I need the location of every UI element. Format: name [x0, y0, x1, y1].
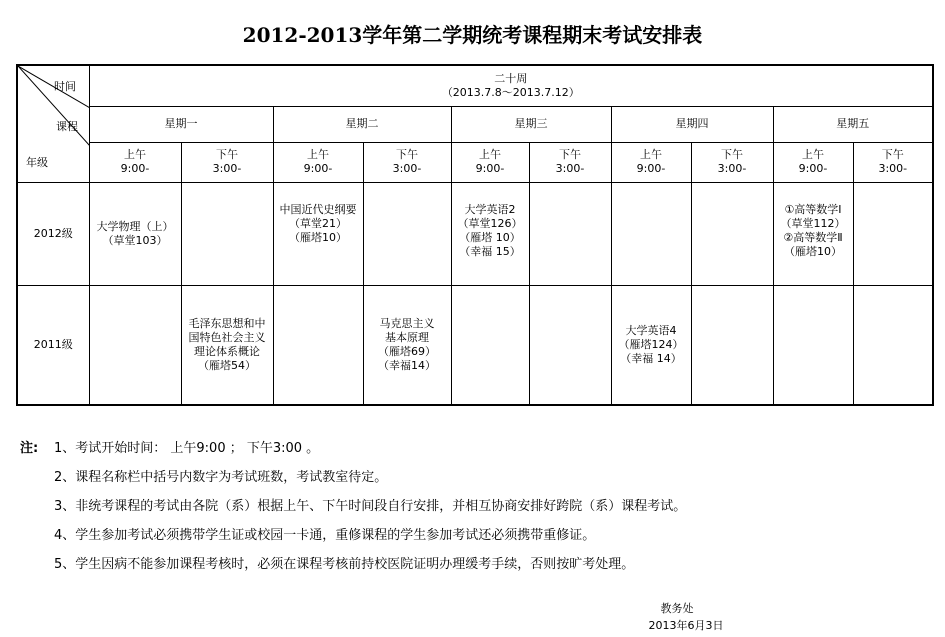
course-line: （雁塔 10）	[459, 230, 521, 244]
schedule-cell	[181, 285, 273, 405]
session-name: 下午	[721, 148, 743, 161]
page-title: 2012-2013学年第二学期统考课程期末考试安排表	[242, 23, 703, 47]
session-header	[181, 142, 273, 182]
session-time: 9:00-	[636, 162, 666, 175]
schedule-cell	[611, 182, 691, 285]
session-name: 下午	[396, 148, 418, 161]
session-header	[773, 142, 853, 182]
course-line: 国特色社会主义	[188, 330, 266, 344]
course-line: （雁塔10）	[784, 244, 842, 258]
note-text: 4、学生参加考试必须携带学生证或校园一卡通，重修课程的学生参加考试还必须携带重修证。	[54, 528, 596, 543]
note-item	[20, 434, 686, 463]
session-name: 上午	[640, 148, 662, 161]
schedule-cell	[691, 285, 773, 405]
schedule-cell	[363, 182, 451, 285]
schedule-cell	[181, 182, 273, 285]
session-time: 9:00-	[303, 162, 333, 175]
schedule-cell	[853, 182, 933, 285]
schedule-cell	[451, 182, 529, 285]
day-header-thu: 星期四	[611, 106, 773, 142]
course-line: （草堂21）	[289, 216, 347, 230]
grade-label: 2012级	[17, 182, 89, 285]
note-item	[20, 521, 686, 550]
grade-label: 2011级	[17, 285, 89, 405]
schedule-cell	[611, 285, 691, 405]
course-line: （幸福 15）	[459, 244, 521, 258]
session-name: 上午	[802, 148, 824, 161]
session-header	[853, 142, 933, 182]
exam-schedule-table	[16, 64, 934, 406]
session-name: 上午	[479, 148, 501, 161]
schedule-cell	[89, 285, 181, 405]
schedule-cell	[273, 285, 363, 405]
schedule-cell	[363, 285, 451, 405]
schedule-cell	[773, 182, 853, 285]
session-time: 3:00-	[392, 162, 422, 175]
course-line: 大学物理（上）	[96, 219, 174, 233]
session-name: 上午	[124, 148, 146, 161]
course-line: 中国近代史纲要	[279, 202, 357, 216]
course-line: （草堂112）	[780, 216, 846, 230]
week-range: （2013.7.8～2013.7.12）	[441, 85, 580, 99]
schedule-cell	[89, 182, 181, 285]
signature-office: 教务处	[660, 602, 694, 615]
session-header	[529, 142, 611, 182]
session-header	[89, 142, 181, 182]
week-name: 二十周	[494, 71, 528, 85]
session-time: 3:00-	[878, 162, 908, 175]
week-header	[89, 65, 933, 106]
course-line: 大学英语2	[464, 202, 516, 216]
course-line: （草堂126）	[457, 216, 523, 230]
note-item	[20, 463, 686, 492]
session-header	[611, 142, 691, 182]
session-header	[691, 142, 773, 182]
course-line: （幸福 14）	[620, 351, 682, 365]
session-time: 3:00-	[717, 162, 747, 175]
note-item	[20, 492, 686, 521]
session-header	[273, 142, 363, 182]
course-line: （草堂103）	[102, 233, 168, 247]
notes-section	[20, 434, 686, 579]
course-line: 理论体系概论	[194, 344, 260, 358]
schedule-cell	[451, 285, 529, 405]
session-time: 9:00-	[798, 162, 828, 175]
course-line: ①高等数学Ⅰ	[784, 202, 842, 216]
day-header-fri: 星期五	[773, 106, 933, 142]
schedule-cell	[273, 182, 363, 285]
corner-label-grade: 年级	[26, 156, 48, 169]
schedule-cell	[691, 182, 773, 285]
schedule-cell	[853, 285, 933, 405]
session-header	[451, 142, 529, 182]
course-line: 毛泽东思想和中	[188, 316, 266, 330]
day-header-tue: 星期二	[273, 106, 451, 142]
session-header	[363, 142, 451, 182]
course-line: （雁塔10）	[289, 230, 347, 244]
notes-lead: 注:	[20, 441, 39, 456]
course-line: ②高等数学Ⅱ	[783, 230, 843, 244]
schedule-cell	[529, 285, 611, 405]
corner-label-time: 时间	[54, 80, 76, 93]
session-name: 下午	[216, 148, 238, 161]
session-time: 3:00-	[212, 162, 242, 175]
session-name: 下午	[559, 148, 581, 161]
session-name: 上午	[307, 148, 329, 161]
table-corner-header	[17, 65, 89, 182]
course-line: （幸福14）	[378, 358, 436, 372]
session-time: 9:00-	[475, 162, 505, 175]
day-header-mon: 星期一	[89, 106, 273, 142]
course-line: 大学英语4	[625, 323, 677, 337]
note-text: 2、课程名称栏中括号内数字为考试班数，考试教室待定。	[54, 470, 388, 485]
signature-date: 2013年6月3日	[648, 619, 724, 632]
session-name: 下午	[881, 148, 904, 161]
schedule-cell	[773, 285, 853, 405]
course-line: （雁塔54）	[198, 358, 256, 372]
note-item	[20, 550, 686, 579]
note-text: 3、非统考课程的考试由各院（系）根据上午、下午时间段自行安排，并相互协商安排好跨院（系）课程考试。	[54, 499, 687, 514]
course-line: 马克思主义	[379, 316, 435, 330]
session-time: 3:00-	[555, 162, 585, 175]
day-header-wed: 星期三	[451, 106, 611, 142]
schedule-cell	[529, 182, 611, 285]
session-time: 9:00-	[120, 162, 150, 175]
note-text: 1、考试开始时间： 上午9:00 ； 下午3:00 。	[54, 441, 320, 456]
corner-label-course: 课程	[56, 120, 78, 133]
course-line: （雁塔69）	[378, 344, 436, 358]
course-line: （雁塔124）	[618, 337, 684, 351]
course-line: 基本原理	[385, 330, 429, 344]
note-text: 5、学生因病不能参加课程考核时，必须在课程考核前持校医院证明办理缓考手续，否则按旷考处理。	[54, 557, 635, 572]
